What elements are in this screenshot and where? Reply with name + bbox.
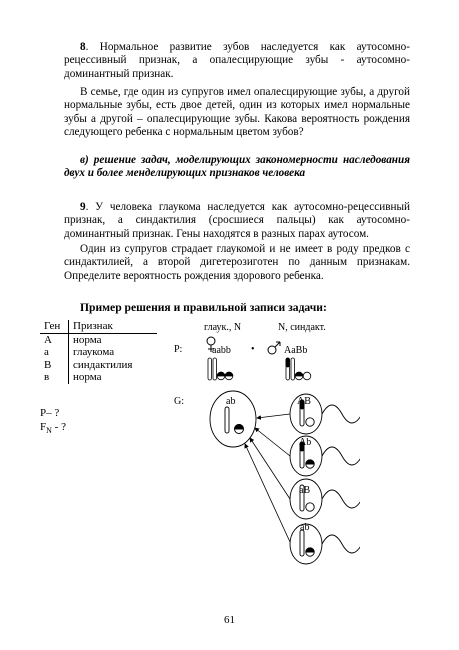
male-genotype: AaBb [284,345,308,356]
gene-table-header-trait: Признак [69,320,158,333]
g-generation-label: G: [174,396,184,407]
female-gamete-label: ab [226,396,236,407]
gene-table-header [40,320,157,333]
trait-cell: синдактилия [73,358,133,371]
sperm-gamete-label-3: aB [299,485,311,496]
page-number: 61 [224,614,235,626]
gene-table [40,320,157,384]
problem-8-text-1: . Нормальное развитие зубов наследуется как аутосомно-рецессивный признак, а опалесцирующие зубы - аутосомно-доминантный признак. [64,41,410,80]
given-fn-letter: F [40,421,47,433]
gene-cell: В [40,359,69,372]
problem-9-paragraph-1 [64,201,410,241]
problem-9-number: 9 [80,201,86,213]
gene-table-header-gene: Ген [40,320,69,333]
given-fn-subscript: N [46,426,52,436]
sperm-gamete-label-2: Ab [299,437,312,448]
given-fn [40,421,66,435]
female-trait-label: глаук., N [204,322,242,333]
sperm-gamete-label-1: AB [297,396,311,407]
example-title: Пример решения и правильной записи задачи: [80,301,327,314]
cross-dot: • [251,344,255,355]
problem-9-paragraph-2: Один из супругов страдает глаукомой и не имеет в роду предков с синдактилией, а второй дигетерозиготен по данным признакам. Определите вероятность рождения здорового ребенка. [64,243,410,282]
given-fn-rest: - ? [51,421,66,433]
p-generation-label: P: [174,344,183,355]
gene-table-row [40,346,157,359]
problem-8-number: 8 [80,41,86,53]
trait-cell: глаукома [73,346,115,359]
problem-9-text-1: . У человека глаукома наследуется как аутосомно-рецессивный признак, а синдактилия (сросшиеся пальцы) как аутосомно-доминантный признак. Гены находятся в разных парах аутосом. [64,201,410,240]
gene-table-row [40,333,157,346]
male-trait-label: N, синдакт. [278,322,326,333]
trait-cell: норма [73,333,102,346]
fertilization-arrows [245,414,290,542]
gene-table-row [40,371,157,384]
cross-diagram [160,318,360,578]
male-symbol-icon [268,342,280,354]
trait-cell: норма [73,371,102,384]
gene-cell: а [40,346,69,359]
given-p: P– ? [40,407,60,419]
female-genotype: aabb [212,345,231,356]
gene-cell: А [40,333,69,346]
problem-8-paragraph-2: В семье, где один из супругов имел опалесцирующие зубы, а другой нормальные зубы, есть двое детей, один из которых имел нормальные зубы а другой – опалесцирующие зубы. Какова вероятность рождения следующего ребенка с нормальным цветом зубов? [64,86,410,139]
female-chromosome-set-icon [208,358,233,380]
male-chromosome-set-icon [286,358,311,380]
sperm-gamete-label-4: ab [300,522,310,533]
section-heading: в) решение задач, моделирующих закономерности наследования двух и более менделирующих признаков человека [64,154,410,180]
gene-table-row [40,359,157,372]
problem-8-paragraph-1 [64,41,410,81]
gene-cell: в [40,371,69,384]
